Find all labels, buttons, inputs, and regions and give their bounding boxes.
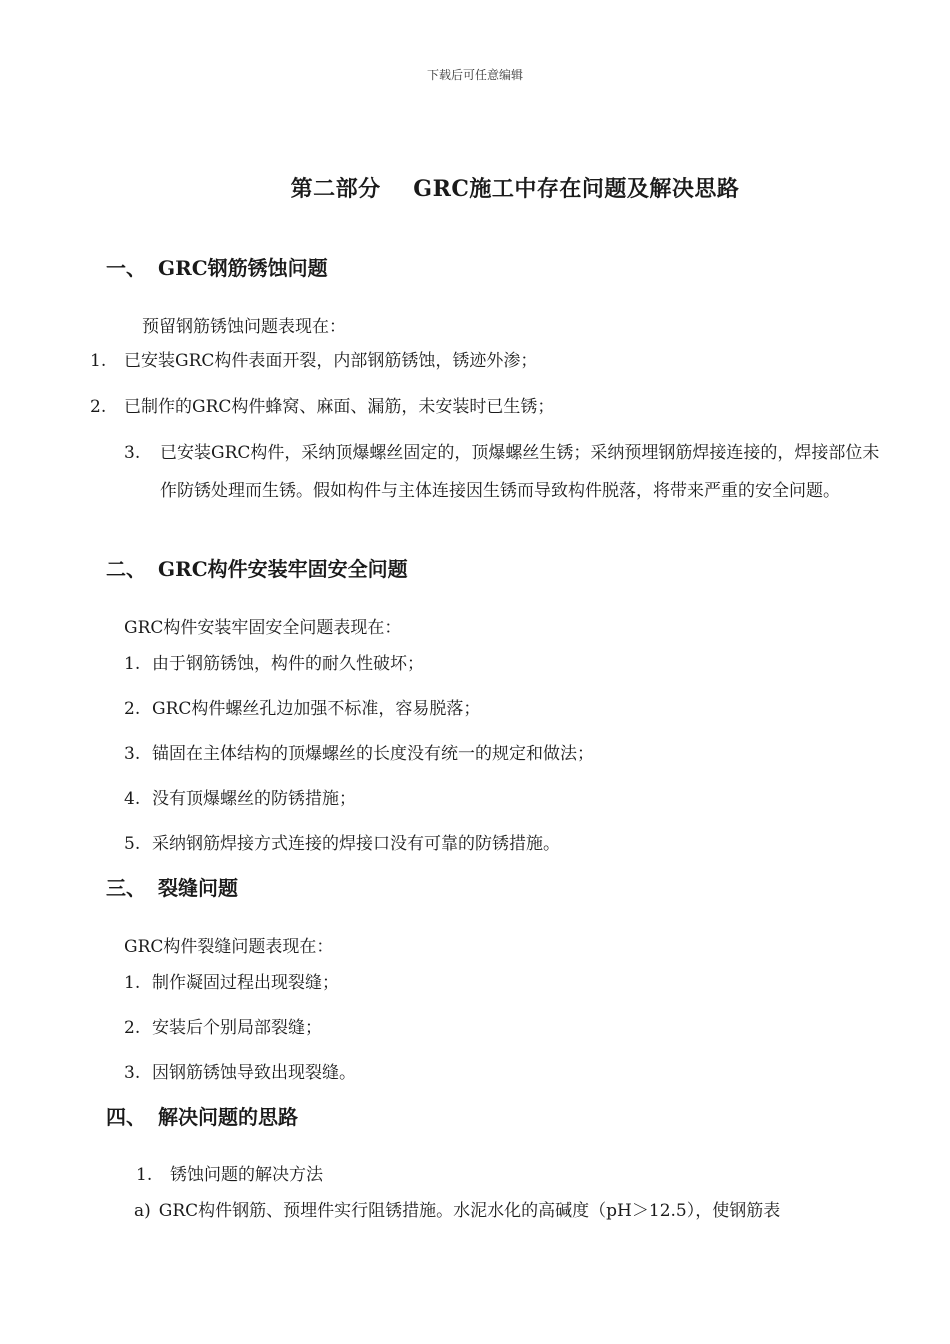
list-item: 1. 已安装GRC构件表面开裂，内部钢筋锈蚀，锈迹外渗；: [90, 351, 538, 371]
section-intro: 预留钢筋锈蚀问题表现在：: [142, 317, 346, 337]
list-item: 5. 采纳钢筋焊接方式连接的焊接口没有可靠的防锈措施。: [124, 834, 560, 854]
section-title: 裂缝问题: [158, 876, 238, 900]
section-number: 二、: [106, 557, 146, 581]
section-title: GRC钢筋锈蚀问题: [158, 256, 328, 280]
list-item: 1. 由于钢筋锈蚀，构件的耐久性破坏；: [124, 654, 424, 674]
section-intro: GRC构件安装牢固安全问题表现在：: [124, 618, 402, 638]
sub-item-a: a) GRC构件钢筋、预埋件实行阻锈措施。水泥水化的高碱度（pH＞12.5），使钢筋表: [134, 1201, 781, 1221]
list-item: 2. GRC构件螺丝孔边加强不标准，容易脱落；: [124, 699, 481, 719]
title-text: GRC施工中存在问题及解决思路: [413, 176, 740, 202]
section-heading-1: [106, 252, 328, 281]
section-title: GRC构件安装牢固安全问题: [158, 557, 408, 581]
document-title: [0, 172, 950, 203]
list-item: 4. 没有顶爆螺丝的防锈措施；: [124, 789, 356, 809]
section-heading-3: [106, 872, 238, 901]
section-number: 四、: [106, 1105, 146, 1129]
sub-item: 1. 锈蚀问题的解决方法: [136, 1165, 323, 1185]
list-item: 3. 已安装GRC构件，采纳顶爆螺丝固定的，顶爆螺丝生锈；采纳预埋钢筋焊接连接的，焊接部位未作防锈处理而生锈。假如构件与主体连接因生锈而导致构件脱落，将带来严重的安全问题。: [124, 443, 880, 501]
list-item: 2. 安装后个别局部裂缝；: [124, 1018, 322, 1038]
section-heading-2: [106, 553, 408, 582]
list-item: 2. 已制作的GRC构件蜂窝、麻面、漏筋，未安装时已生锈；: [90, 397, 555, 417]
section-heading-4: [106, 1101, 298, 1130]
title-part: 第二部分: [290, 176, 381, 202]
section-intro: GRC构件裂缝问题表现在：: [124, 937, 334, 957]
list-item: 3. 因钢筋锈蚀导致出现裂缝。: [124, 1063, 356, 1083]
section-number: 三、: [106, 876, 146, 900]
section-number: 一、: [106, 256, 146, 280]
list-item: 1. 制作凝固过程出现裂缝；: [124, 973, 339, 993]
section-title: 解决问题的思路: [158, 1105, 298, 1129]
list-item: 3. 锚固在主体结构的顶爆螺丝的长度没有统一的规定和做法；: [124, 744, 594, 764]
header-note: 下载后可任意编辑: [426, 68, 523, 82]
